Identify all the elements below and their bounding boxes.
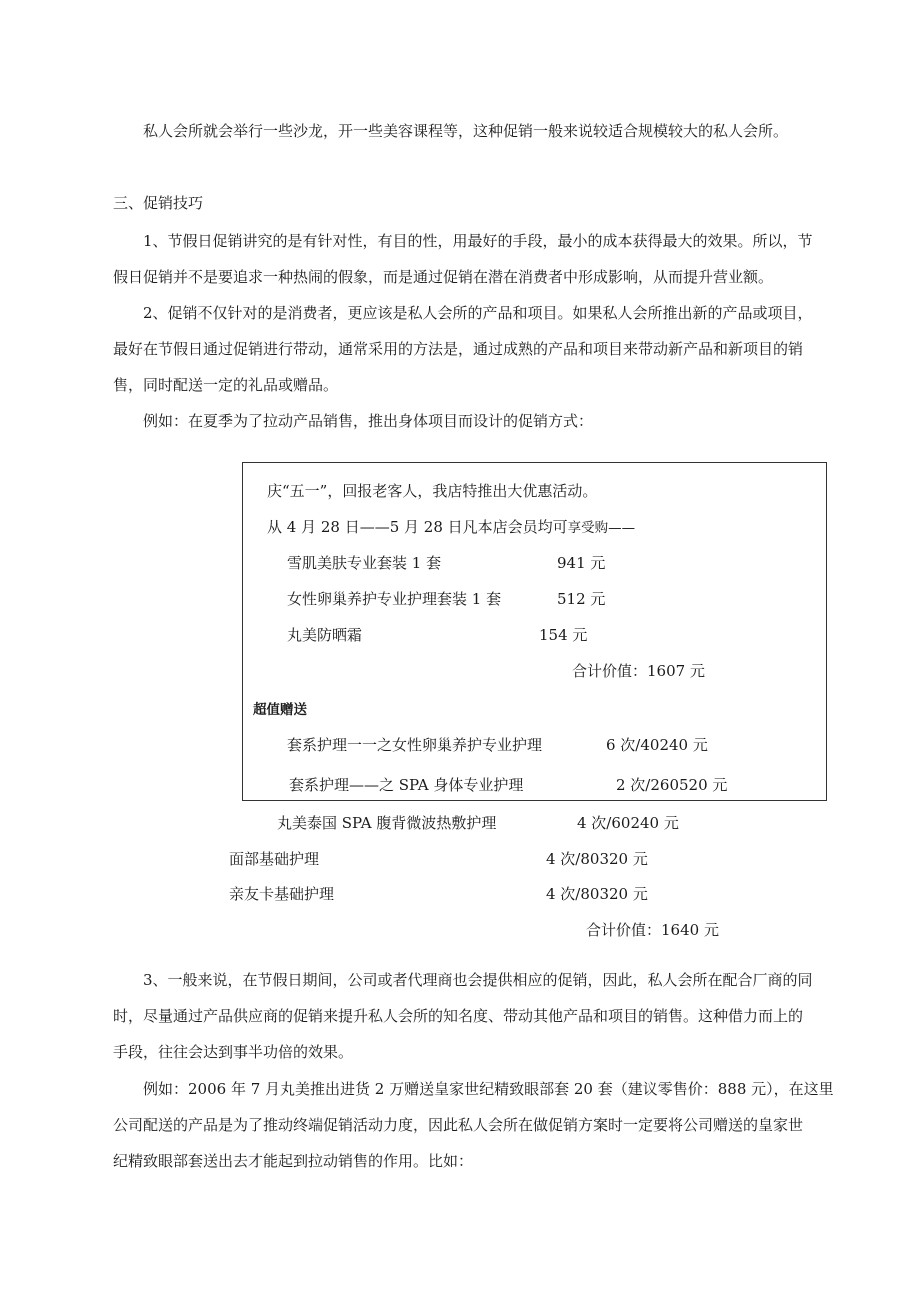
product-price-1: 941 元 — [557, 554, 606, 572]
paragraph-4-line-1: 例如：2006 年 7 月丸美推出进货 2 万赠送皇家世纪精致眼部套 20 套（建议零售价：888 元），在这里 — [143, 1080, 834, 1098]
paragraph-3-line-1: 3、一般来说，在节假日期间，公司或者代理商也会提供相应的促销，因此，私人会所在配合厂商的同 — [143, 971, 813, 989]
products-total: 合计价值：1607 元 — [572, 662, 705, 680]
paragraph-2-line-2: 最好在节假日通过促销进行带动，通常采用的方法是，通过成熟的产品和项目来带动新产品和新项目的销 — [113, 340, 804, 358]
promo-period-tail: 享受购—— — [567, 520, 636, 536]
paragraph-1-line-1: 1、节假日促销讲究的是有针对性，有目的性，用最好的手段，最小的成本获得最大的效果。所以，节 — [143, 232, 813, 250]
bonus-value-3: 4 次/60240 元 — [577, 814, 679, 832]
bonus-value-5: 4 次/80320 元 — [546, 885, 648, 903]
product-name-2: 女性卵巢养护专业护理套装 1 套 — [287, 590, 502, 608]
promo-period — [267, 516, 635, 537]
paragraph-2 — [113, 295, 831, 403]
paragraph-3 — [113, 962, 831, 1070]
bonus-name-1: 套系护理一一之女性卵巢养护专业护理 — [287, 736, 543, 754]
bonus-value-2: 2 次/260520 元 — [616, 776, 728, 794]
paragraph-1 — [113, 223, 831, 295]
bonus-value-4: 4 次/80320 元 — [546, 850, 648, 868]
paragraph-4 — [113, 1071, 834, 1179]
paragraph-2-line-1: 2、促销不仅针对的是消费者，更应该是私人会所的产品和项目。如果私人会所推出新的产品或项目， — [143, 304, 813, 322]
bonus-value-1: 6 次/40240 元 — [606, 736, 708, 754]
paragraph-2-line-3: 售，同时配送一定的礼品或赠品。 — [113, 376, 339, 394]
paragraph-3-line-2: 时，尽量通过产品供应商的促销来提升私人会所的知名度、带动其他产品和项目的销售。这种借力而上的 — [113, 1007, 804, 1025]
bonus-name-5: 亲友卡基础护理 — [229, 885, 335, 903]
product-name-3: 丸美防晒霜 — [287, 626, 363, 644]
bonus-name-4: 面部基础护理 — [229, 850, 320, 868]
bonus-total: 合计价值：1640 元 — [586, 921, 719, 939]
paragraph-3-line-3: 手段，往往会达到事半功倍的效果。 — [113, 1043, 354, 1061]
bonus-title: 超值赠送 — [253, 702, 307, 718]
promo-headline: 庆“五一”，回报老客人，我店特推出大优惠活动。 — [267, 482, 598, 500]
promo-period-main: 从 4 月 28 日——5 月 28 日凡本店会员均可 — [267, 518, 568, 536]
product-price-2: 512 元 — [557, 590, 606, 608]
section-title: 三、促销技巧 — [113, 194, 204, 212]
paragraph-4-line-2: 公司配送的产品是为了推动终端促销活动力度，因此私人会所在做促销方案时一定要将公司赠送的皇家世 — [113, 1116, 804, 1134]
example-1-text: 例如：在夏季为了拉动产品销售，推出身体项目而设计的促销方式： — [143, 412, 594, 430]
paragraph-4-line-3: 纪精致眼部套送出去才能起到拉动销售的作用。比如： — [113, 1152, 474, 1170]
bonus-name-3: 丸美泰国 SPA 腹背微波热敷护理 — [277, 814, 497, 832]
intro-text: 私人会所就会举行一些沙龙，开一些美容课程等，这种促销一般来说较适合规模较大的私人会所。 — [143, 122, 789, 140]
product-name-1: 雪肌美肤专业套装 1 套 — [287, 554, 442, 572]
paragraph-1-line-2: 假日促销并不是要追求一种热闹的假象，而是通过促销在潜在消费者中形成影响，从而提升营业额。 — [113, 268, 774, 286]
bonus-name-2: 套系护理——之 SPA 身体专业护理 — [289, 776, 524, 794]
product-price-3: 154 元 — [539, 626, 588, 644]
